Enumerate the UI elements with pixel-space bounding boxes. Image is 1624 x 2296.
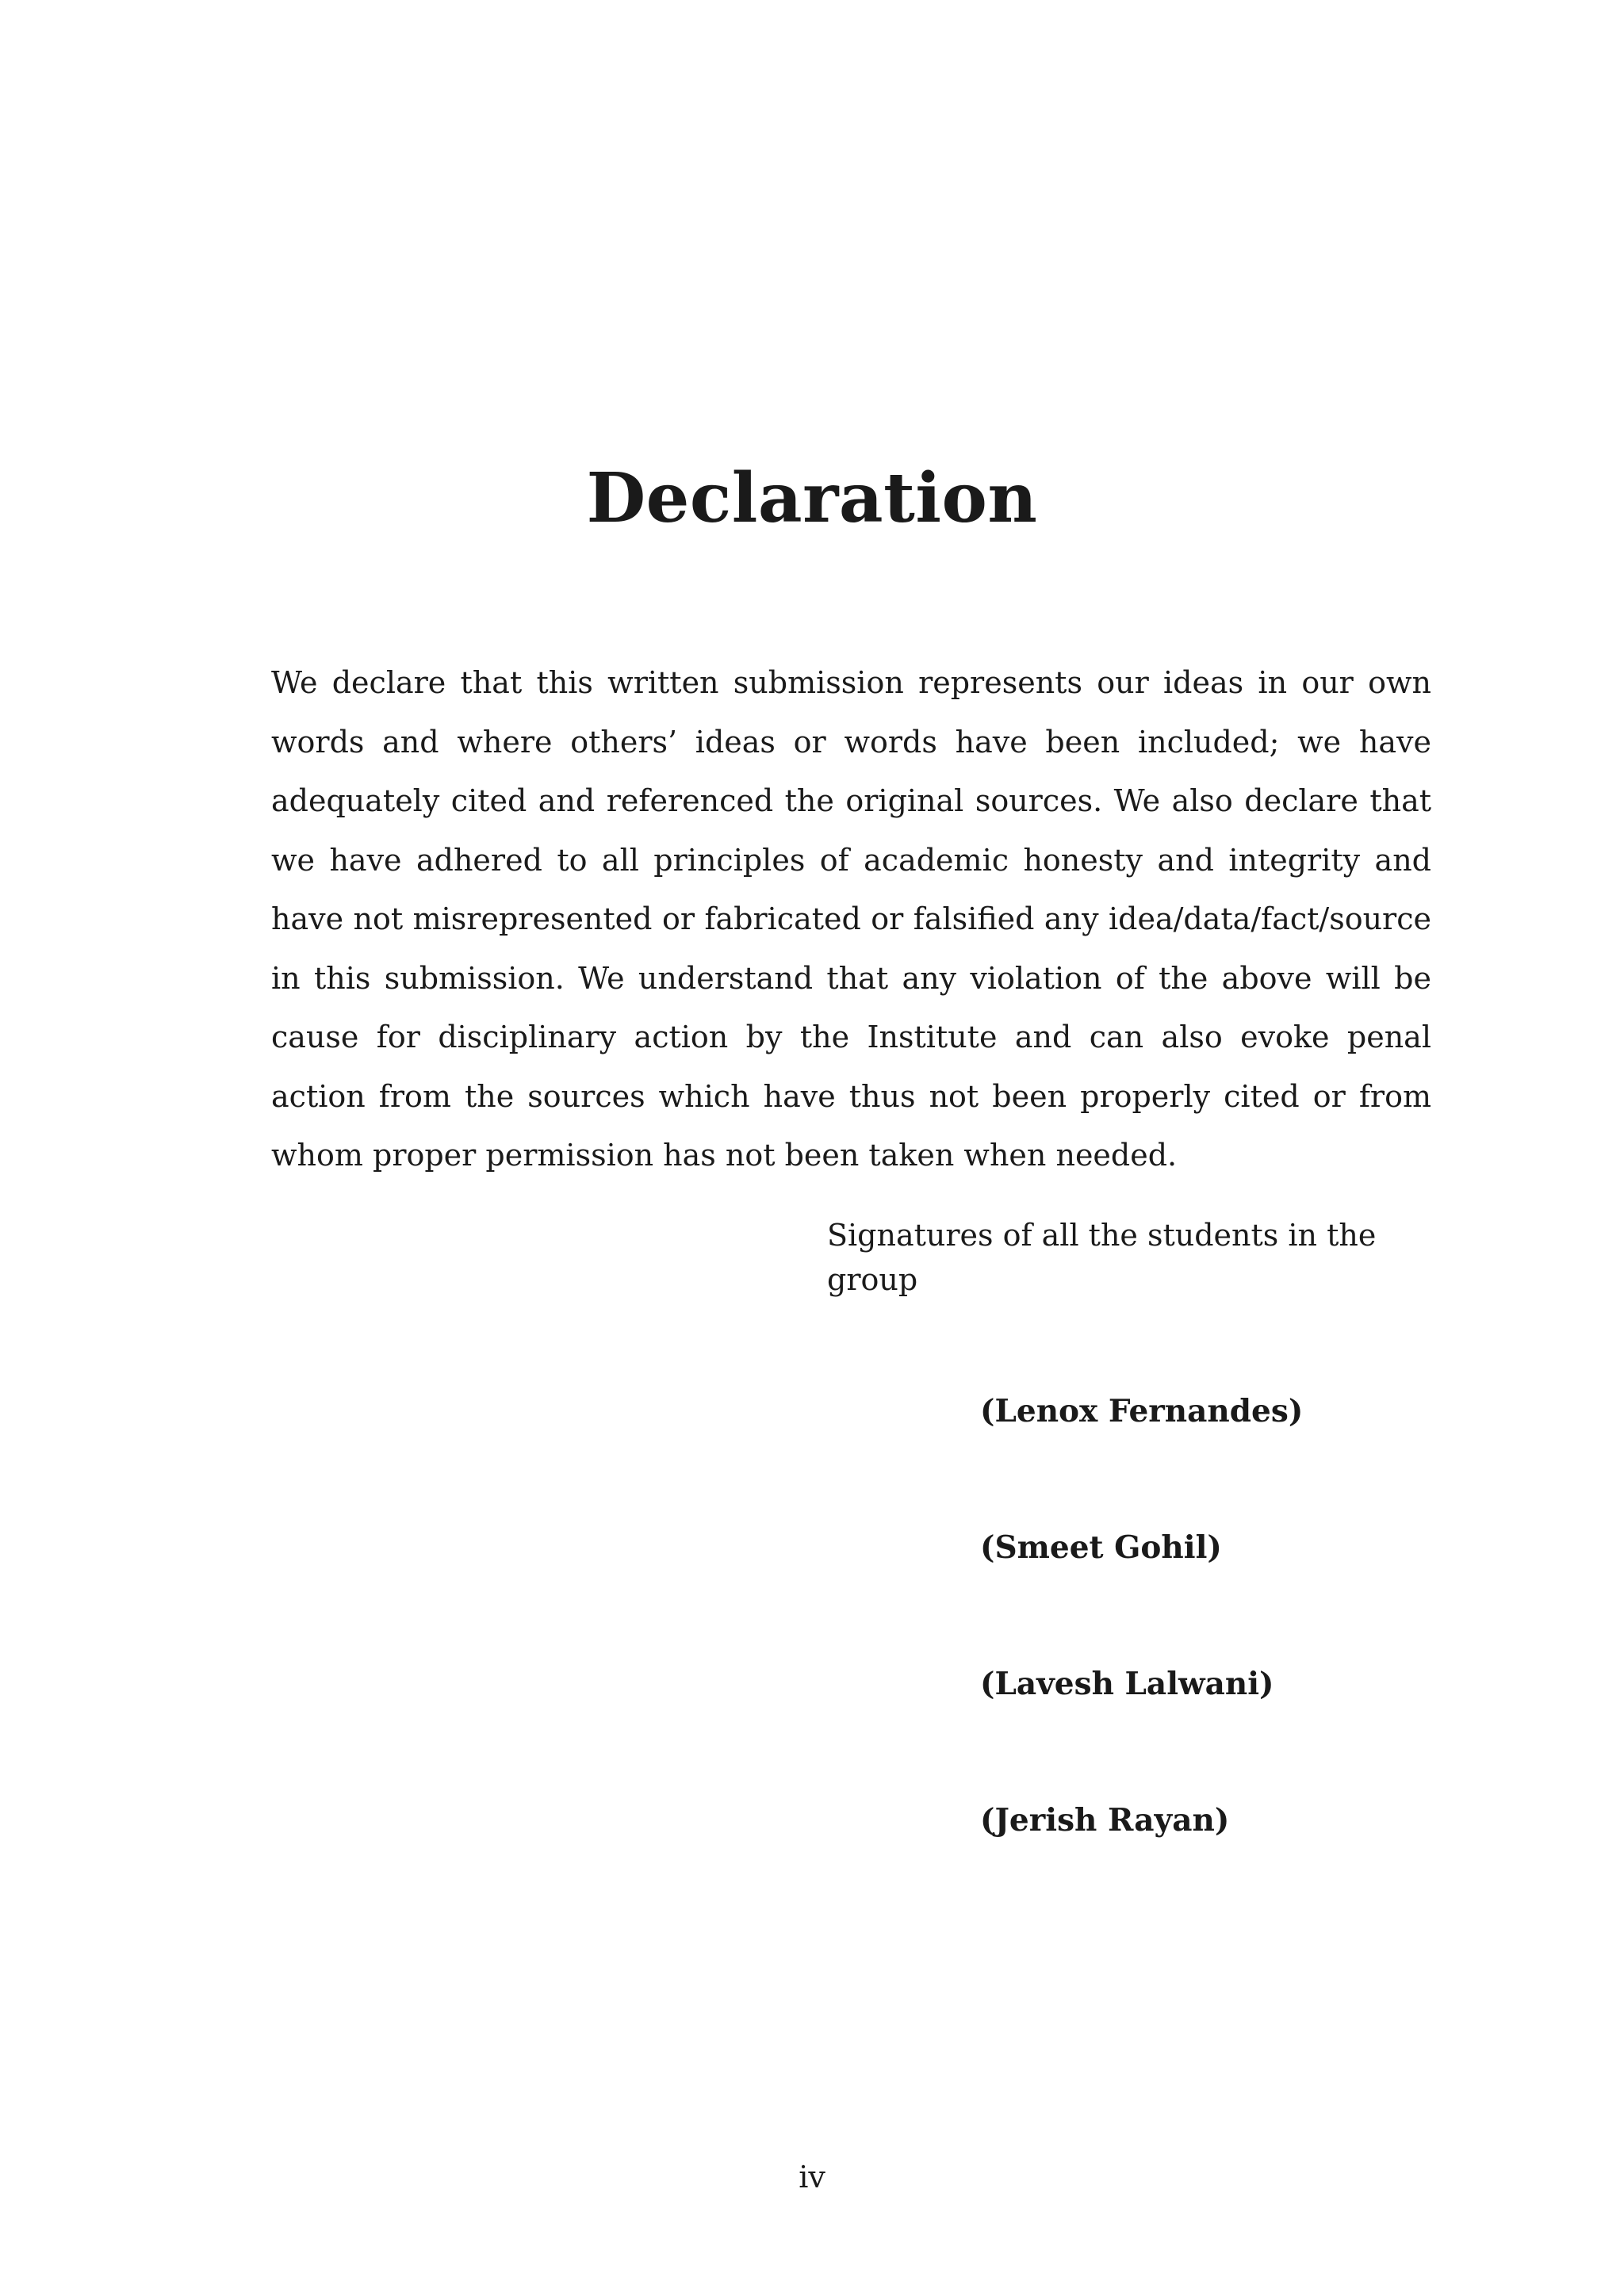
declaration-paragraph: We declare that this written submission represents our ideas in our own words and where others’ ideas or words have been included; we have adequately cited and referenced the original sources. We also declare that we have adhered to all principles of academic honesty and integrity and have not misrepresented or fabricated or falsified any idea/data/fact/source in this submission. We understand that any violation of the above will be cause for disciplinary action by the Institute and can also evoke penal action from the sources which have thus not been properly cited or from whom proper permission has not been taken when needed. [271, 665, 1431, 1173]
page-title: Declaration [586, 457, 1038, 538]
signatory-name: (Jerish Rayan) [980, 1802, 1230, 1839]
signatory-name: (Lenox Fernandes) [980, 1393, 1304, 1429]
signatures-caption: Signatures of all the students in the group [827, 1218, 1377, 1297]
signatory-name: (Lavesh Lalwani) [980, 1666, 1274, 1702]
page-number: iv [799, 2160, 825, 2195]
signatory-list [980, 1389, 1535, 1934]
signatory-name: (Smeet Gohil) [980, 1529, 1222, 1566]
